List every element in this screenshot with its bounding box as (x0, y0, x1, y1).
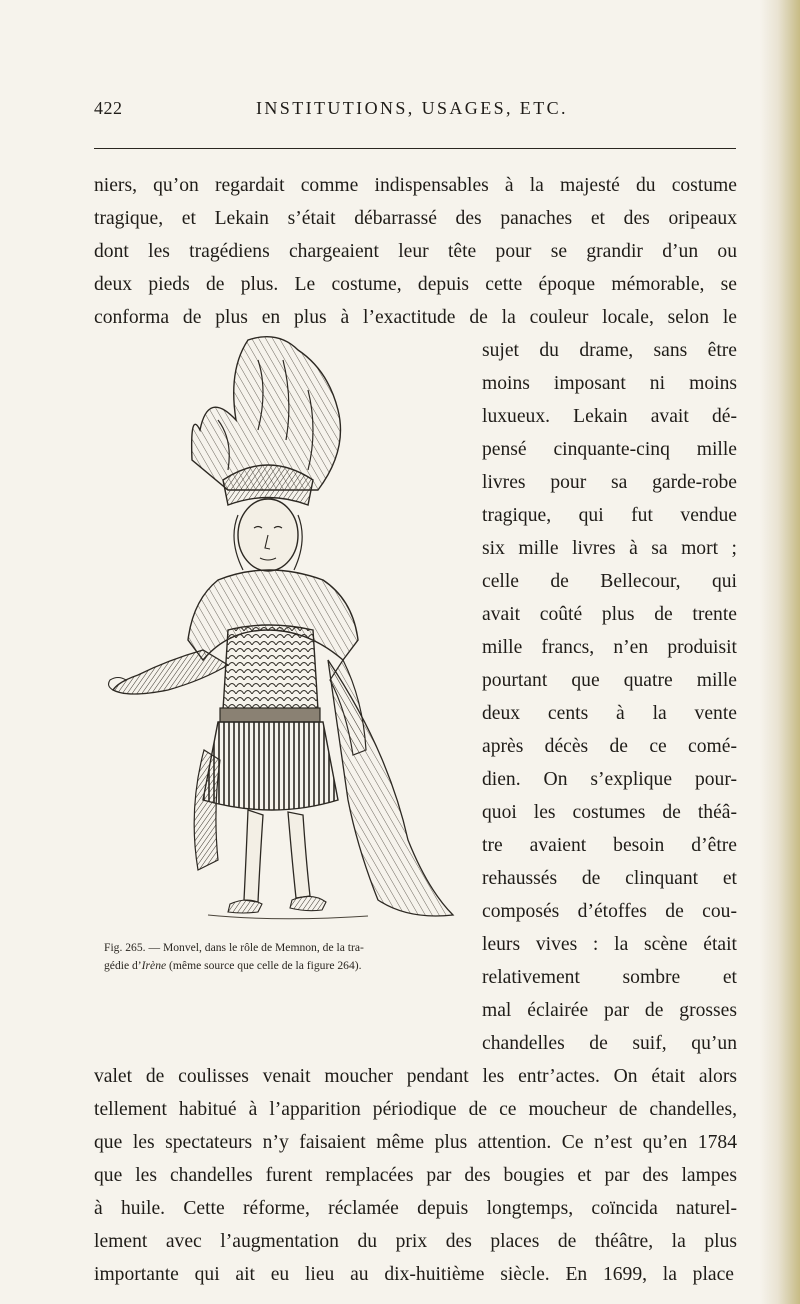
caption-line: Fig. 265. — Monvel, dans le rôle de Memnon, de la tra- (104, 941, 364, 954)
text-line: lement avec l’augmentation du prix des places de théâtre, la plus (94, 1231, 737, 1252)
text-line: tragique, qui fut vendue (482, 505, 737, 526)
text-line: que les chandelles furent remplacées par des bougies et par des lampes (94, 1165, 737, 1186)
text-line: importante qui ait eu lieu au dix-huitième siècle. En 1699, la place (94, 1264, 734, 1285)
text-line: tellement habitué à l’apparition périodique de ce moucheur de chandelles, (94, 1099, 737, 1120)
text-line: leurs vives : la scène était (482, 934, 737, 955)
page-edge-shadow (760, 0, 800, 1304)
text-line: deux cents à la vente (482, 703, 737, 724)
text-line: conforma de plus en plus à l’exactitude de la couleur locale, selon le (94, 307, 737, 328)
text-line: luxueux. Lekain avait dé- (482, 406, 737, 427)
text-line: mille francs, n’en produisit (482, 637, 737, 658)
text-line: quoi les costumes de théâ- (482, 802, 737, 823)
figure-engraving (108, 330, 478, 930)
text-line: livres pour sa garde-robe (482, 472, 737, 493)
text-line: rehaussés de clinquant et (482, 868, 737, 889)
text-line: relativement sombre et (482, 967, 737, 988)
text-line: pourtant que quatre mille (482, 670, 737, 691)
text-line: à huile. Cette réforme, réclamée depuis longtemps, coïncida naturel- (94, 1198, 737, 1219)
caption-text: gédie d’ (104, 959, 142, 972)
text-line: composés d’étoffes de cou- (482, 901, 737, 922)
text-line: après décès de ce comé- (482, 736, 737, 757)
text-line: mal éclairée par de grosses (482, 1000, 737, 1021)
header-rule (94, 148, 736, 149)
text-line: niers, qu’on regardait comme indispensables à la majesté du costume (94, 175, 737, 196)
text-line: valet de coulisses venait moucher pendant les entr’actes. On était alors (94, 1066, 737, 1087)
text-line: avait coûté plus de trente (482, 604, 737, 625)
figure-caption (104, 939, 478, 975)
text-line: six mille livres à sa mort ; (482, 538, 737, 559)
running-title: INSTITUTIONS, USAGES, ETC. (256, 98, 568, 118)
text-line: dont les tragédiens chargeaient leur tête pour se grandir d’un ou (94, 241, 737, 262)
caption-text: (même source que celle de la figure 264). (166, 959, 362, 972)
text-line: chandelles de suif, qu’un (482, 1033, 737, 1054)
text-line: tre avaient besoin d’être (482, 835, 737, 856)
text-line: sujet du drame, sans être (482, 340, 737, 361)
text-line: deux pieds de plus. Le costume, depuis cette époque mémorable, se (94, 274, 737, 295)
text-line: tragique, et Lekain s’était débarrassé des panaches et des oripeaux (94, 208, 737, 229)
text-line: pensé cinquante-cinq mille (482, 439, 737, 460)
text-line: celle de Bellecour, qui (482, 571, 737, 592)
text-line: que les spectateurs n’y faisaient même plus attention. Ce n’est qu’en 1784 (94, 1132, 737, 1153)
caption-line (104, 957, 478, 975)
text-line: dien. On s’explique pour- (482, 769, 737, 790)
page-header (94, 98, 740, 128)
page-number: 422 (94, 98, 123, 118)
play-title: Irène (141, 959, 167, 972)
text-line: moins imposant ni moins (482, 373, 737, 394)
